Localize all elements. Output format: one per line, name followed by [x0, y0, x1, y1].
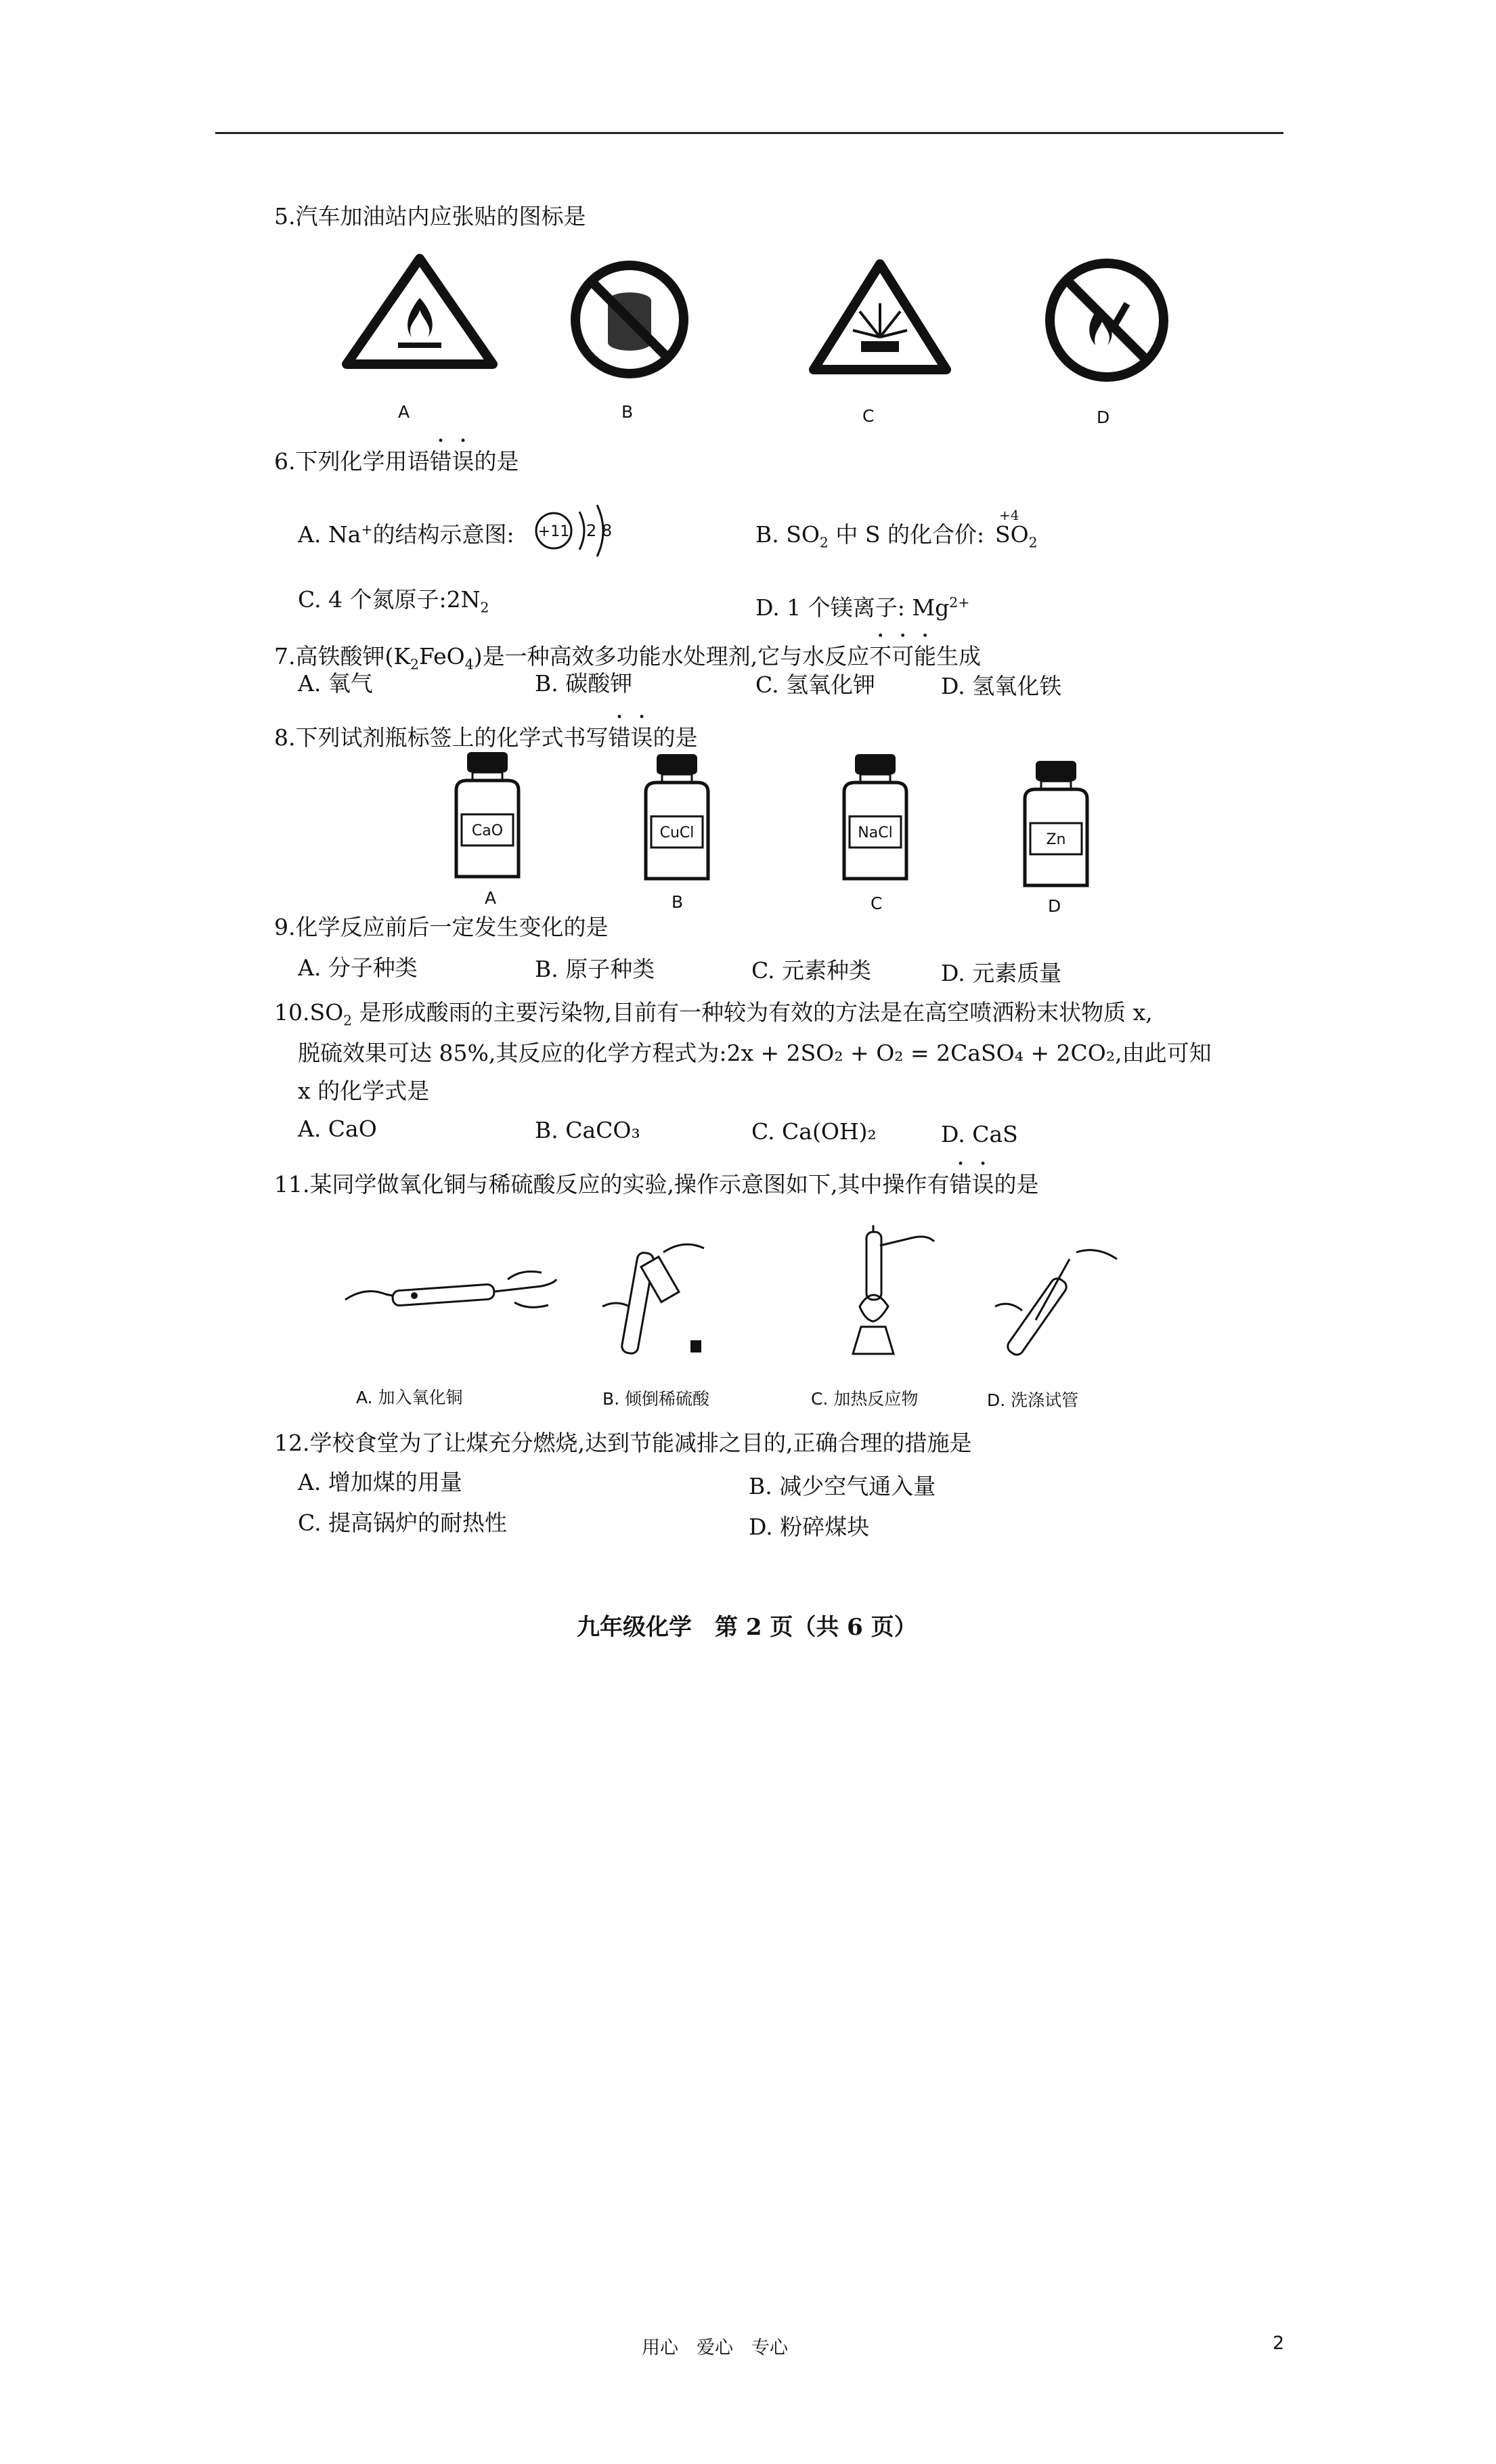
q9-option-b: B. 原子种类: [535, 956, 655, 982]
q9-stem: 9.化学反应前后一定发生变化的是: [274, 914, 609, 940]
q5-label-c: C: [862, 406, 875, 426]
q10-line-2: 脱硫效果可达 85%,其反应的化学方程式为:2x + 2SO₂ + O₂ = 2CaSO₄ + 2CO₂,由此可知: [298, 1040, 1212, 1066]
q11-caption-d: D. 洗涤试管: [987, 1390, 1079, 1410]
q7-option-d: D. 氢氧化铁: [941, 673, 1062, 699]
q11-caption-a: A. 加入氧化铜: [356, 1388, 463, 1407]
exam-subject: 九年级化学: [577, 1614, 692, 1641]
q8-label-c: C: [871, 894, 883, 913]
q5-label-b: B: [621, 402, 634, 422]
q6-stem: 6.下列化学用语错误的是: [274, 448, 519, 475]
q8-bottle-c: [835, 750, 916, 885]
q12-option-a: A. 增加煤的用量: [298, 1469, 462, 1495]
q12-stem: 12.学校食堂为了让煤充分燃烧,达到节能减排之目的,正确合理的措施是: [274, 1430, 972, 1456]
q9-option-d: D. 元素质量: [941, 960, 1062, 986]
q8-bottle-a-label: CaO: [471, 822, 504, 839]
q6-option-b: B. $SO_2$ 中 S 的化合价:: [755, 521, 985, 551]
q10-option-d: D. CaS: [941, 1121, 1018, 1147]
q8-bottle-c-label: NaCl: [858, 824, 893, 841]
q8-bottle-d-label: Zn: [1046, 831, 1066, 848]
q10-option-c: C. Ca(OH)₂: [751, 1118, 877, 1145]
q11-fig-d-wash-tube: [988, 1246, 1137, 1367]
q7-option-a: A. 氧气: [298, 670, 373, 697]
q11-caption-c: C. 加热反应物: [811, 1389, 919, 1409]
q12-option-b: B. 减少空气通入量: [749, 1473, 936, 1499]
q6-electron-shells: 2 8: [586, 521, 613, 540]
q8-stem: 8.下列试剂瓶标签上的化学式书写错误的是: [274, 724, 698, 751]
q11-fig-a-add-copper-oxide: [338, 1252, 562, 1334]
q6-option-c: C. 4 个氮原子$:2N_2$: [298, 586, 489, 616]
q8-label-b: B: [672, 892, 684, 912]
q12-option-c: C. 提高锅炉的耐热性: [298, 1510, 508, 1536]
exam-page-info: 第 2 页（共 6 页）: [715, 1614, 917, 1641]
q11-caption-b: B. 倾倒稀硫酸: [602, 1389, 710, 1409]
q11-stem: 11.某同学做氧化铜与稀硫酸反应的实验,操作示意图如下,其中操作有错误的是: [274, 1171, 1039, 1197]
motto: 用心 爱心 专心: [642, 2337, 788, 2358]
q7-option-c: C. 氢氧化钾: [755, 672, 876, 698]
q6-nucleus-charge: +11: [537, 523, 570, 540]
q5-label-a: A: [398, 402, 410, 422]
q5-sign-c-explosive-icon: [806, 256, 954, 378]
q8-bottle-a: [447, 748, 528, 883]
q11-fig-c-heat-reactants: [812, 1218, 948, 1367]
q9-option-a: A. 分子种类: [298, 954, 418, 981]
q5-sign-d-no-fire-icon: [1042, 256, 1171, 384]
q6-option-d: D. 1 个镁离子: $Mg^{2+}$: [755, 594, 970, 621]
q5-sign-b-no-barrels-icon: [569, 259, 690, 380]
q6-valence-mark: +4: [999, 507, 1019, 523]
q7-option-b: B. 碳酸钾: [535, 670, 633, 697]
q6-na-ion-diagram: [527, 498, 621, 563]
q5-sign-a-flammable-icon: [338, 250, 501, 372]
q8-label-d: D: [1048, 896, 1061, 916]
q10-option-a: A. CaO: [298, 1116, 377, 1142]
q12-option-d: D. 粉碎煤块: [749, 1514, 870, 1540]
q8-bottle-b: [636, 750, 718, 885]
q10-line-3: x 的化学式是: [298, 1078, 430, 1104]
q8-label-a: A: [485, 888, 497, 908]
page-number: 2: [1273, 2333, 1285, 2354]
q5-label-d: D: [1097, 408, 1110, 427]
q6-option-a: A. Na+的结构示意图:: [298, 521, 514, 548]
q7-stem: 7.高铁酸钾$(K_2FeO_4)$是一种高效多功能水处理剂,它与水反应不可能生成: [274, 643, 982, 673]
q5-stem: 5.汽车加油站内应张贴的图标是: [274, 203, 586, 229]
q10-option-b: B. CaCO₃: [535, 1117, 640, 1143]
q6-option-b-formula: $SO_2$: [995, 521, 1038, 551]
q11-fig-b-pour-acid: [589, 1232, 724, 1367]
header-rule: [215, 132, 1283, 134]
q10-line-1: $10.SO_2$ 是形成酸雨的主要污染物,目前有一种较为有效的方法是在高空喷洒粉末状物质 x,: [274, 999, 1153, 1029]
q8-bottle-b-label: CuCl: [659, 824, 695, 841]
q9-option-c: C. 元素种类: [751, 957, 872, 984]
q8-bottle-d: [1015, 757, 1097, 892]
exam-footer: [577, 1608, 917, 1642]
